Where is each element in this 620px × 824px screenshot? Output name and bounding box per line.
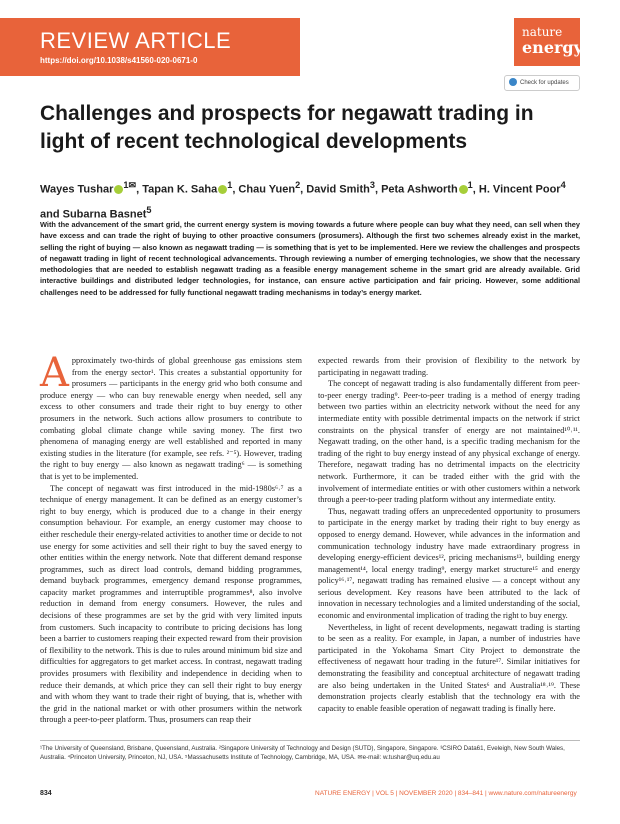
abstract: With the advancement of the smart grid, the current energy system is moving towards a future where people can buy what they need, can sell when they have excess and can trade the right of buying to other proactive consumers (prosumers). Although the first two schemes already exist in the market, selling the right of buying — also known as negawatt trading — is something that is yet to be implemented. Here we review the challenges and prospects of negawatt trading in light of recent technological advancements. Through reviewing a number of emerging technologies, we show that the necessary methodologies that are needed to establish negawatt trading as a feasible energy management scheme in the smart grid are already available. Grid interactive buildings and distributed ledger technologies, for instance, can ensure active participation and fair pricing. However, some additional challenges need to be addressed for fully functional negawatt trading mechanisms in today’s energy market. xyxy=(40,220,580,297)
author-name[interactable]: , Peta Ashworth xyxy=(374,183,458,196)
article-title: Challenges and prospects for negawatt trading in light of recent technological developments xyxy=(40,102,534,153)
author-affiliation: 2 xyxy=(295,180,301,190)
drop-cap: A xyxy=(40,350,69,396)
body-paragraph: Thus, negawatt trading offers an unprecedented opportunity to prosumers to participate in the energy market by trading their right to buy energy as opposed to energy demand. However, while advances in the information and communication technology industry have made extraordinary progress in developing energy-efficient devices¹², pricing mechanisms¹³, building energy management¹⁴, local energy trading⁹, energy market structure¹⁵ and energy policy¹⁶˒¹⁷, negawatt trading has remained elusive — a concept without any serious development. Key reasons have been attributed to the lack of innovation in necessary technologies and a limited understanding of the social, economic and environmental implication of trading the right to buy energy. xyxy=(318,506,580,621)
body-column-left xyxy=(40,350,302,726)
body-paragraph: The concept of negawatt trading is also fundamentally different from peer-to-peer energy trading⁹. Peer-to-peer trading is a method of energy trading between two parties within an electricity network without the need for any intermediate entity with possible detrimental impacts on the network if strict constraints on the physical transfer of energy are not maintained¹⁰˒¹¹. Negawatt trading, on the other hand, is a specific trading mechanism for the trading of the right to buy energy instead of any physical exchange of energy. Therefore, negawatt trading has no detrimental impacts on the electricity network. Furthermore, it can be traded either with the grid with the involvement of intermediate entities or with other customers within a network through a peer-to-peer trading platform without any intermediate entity. xyxy=(318,379,580,505)
author-affiliation: 4 xyxy=(560,180,566,190)
footnote-divider xyxy=(40,740,580,741)
journal-logo-line2: energy xyxy=(522,38,583,57)
check-updates-button[interactable] xyxy=(504,75,580,91)
body-column-right xyxy=(318,355,580,714)
body-paragraph: expected rewards from their provision of flexibility to the network by participating in negawatt trading. xyxy=(318,356,580,377)
paragraph-text: pproximately two-thirds of global greenhouse gas emissions stem from the energy sector¹. This creates a substantial opportunity for prosumers — participants in the energy grid who both consume and produce energy — who can buy renewable energy when needed, sell any excess to other consumers and trade their right to buy energy to other prosumers in the network. Such actions allow prosumers to contribute to combating global climate change while saving money. The first two phenomena of managing energy are well established and reported in many existing studies in the literature (for example, see refs. ²⁻⁵). However, trading the right to buy energy — also known as negawatt trading⁶ — is something that is yet to be implemented. xyxy=(40,356,302,481)
author-name[interactable]: and Subarna Basnet xyxy=(40,208,147,221)
author-affiliation: 1 xyxy=(467,180,473,190)
author-list xyxy=(40,175,585,224)
doi-link[interactable]: https://doi.org/10.1038/s41560-020-0671-0 xyxy=(40,56,198,65)
author-name[interactable]: , Chau Yuen xyxy=(232,183,296,196)
journal-logo[interactable] xyxy=(514,18,583,66)
journal-reference[interactable]: NATURE ENERGY | VOL 5 | NOVEMBER 2020 | 834–841 | www.nature.com/natureenergy xyxy=(315,790,577,797)
orcid-icon[interactable] xyxy=(114,185,123,194)
author-affiliation: 5 xyxy=(146,204,152,215)
body-paragraph: The concept of negawatt was first introduced in the mid-1980s⁶˒⁷ as a technique of energy management. It can be defined as an energy customer’s right to buy energy, which is produced due to a change in their energy consumption behaviour. For example, an energy customer may choose to either reschedule their energy-related activities to another time or decide to not use energy for some activities and sell their right to buy the saved energy to other entities within the energy network. Note that different demand response programmes, such as direct load controls, demand bidding programmes, demand buyback programmes, emergency demand response programmes, capacity market programmes and interruptible programmes⁸, also involve reduction in demand from energy consumers. However, the rules and decisions of these programmes are set by the grid with very limited inputs from customers. Such incapacity to contribute to pricing decisions has long been a barrier to customers reaping their expected reward from their provision of flexibility to the network. This is due to rules around minimum bid size and difficulties for aggregators to get market access. In contrast, negawatt trading provides prosumers with flexibility and independence in deciding when to reduce their demands, at which price they can sell their right to buy energy and with whom they want to trade their right of buying, that is, whether with the grid in the national market or with other prosumers within the network through a peer-to-peer platform. Thus, prosumers can reap their xyxy=(40,483,302,725)
refresh-icon xyxy=(509,78,517,86)
check-updates-label: Check for updates xyxy=(520,80,569,86)
article-type-banner xyxy=(0,18,300,76)
author-name[interactable]: Wayes Tushar xyxy=(40,183,114,196)
author-affiliation: 1 xyxy=(227,180,233,190)
author-name[interactable]: , Tapan K. Saha xyxy=(136,183,218,196)
page-number: 834 xyxy=(40,790,52,797)
body-paragraph: Nevertheless, in light of recent developments, negawatt trading is starting to be seen as a reality. For example, in Japan, a number of industries have participated in the Yokohama Smart City Project to demonstrate the effectiveness of negawatt hour trading in the future¹⁷. Similar initiatives for demonstrating the feasibility and conceptual architecture of negawatt trading are also being undertaken in the United States⁶ and Australia¹⁸˒¹⁹. These demonstration projects clearly establish that the technology era with the capacity to enable feasible operation of negawatt trading is finally here. xyxy=(318,622,580,713)
author-affiliation: 3 xyxy=(369,180,375,190)
author-affiliation: 1✉ xyxy=(123,180,137,190)
author-name[interactable]: , David Smith xyxy=(300,183,370,196)
journal-logo-line1: nature xyxy=(522,25,563,39)
article-type: REVIEW ARTICLE xyxy=(40,28,232,53)
body-paragraph xyxy=(40,350,302,483)
orcid-icon[interactable] xyxy=(459,185,468,194)
orcid-icon[interactable] xyxy=(218,185,227,194)
affiliations-footnote: ¹The University of Queensland, Brisbane, Queensland, Australia. ²Singapore University of Technology and Design (SUTD), Singapore, Singapore. ³CSIRO Data61, Eveleigh, New South Wales, Australia. ⁴Princeton University, Princeton, NJ, USA. ⁵Massachusetts Institute of Technology, Cambridge, MA, USA. ✉e-mail: w.tushar@uq.edu.au xyxy=(40,745,565,762)
author-name[interactable]: , H. Vincent Poor xyxy=(472,183,561,196)
